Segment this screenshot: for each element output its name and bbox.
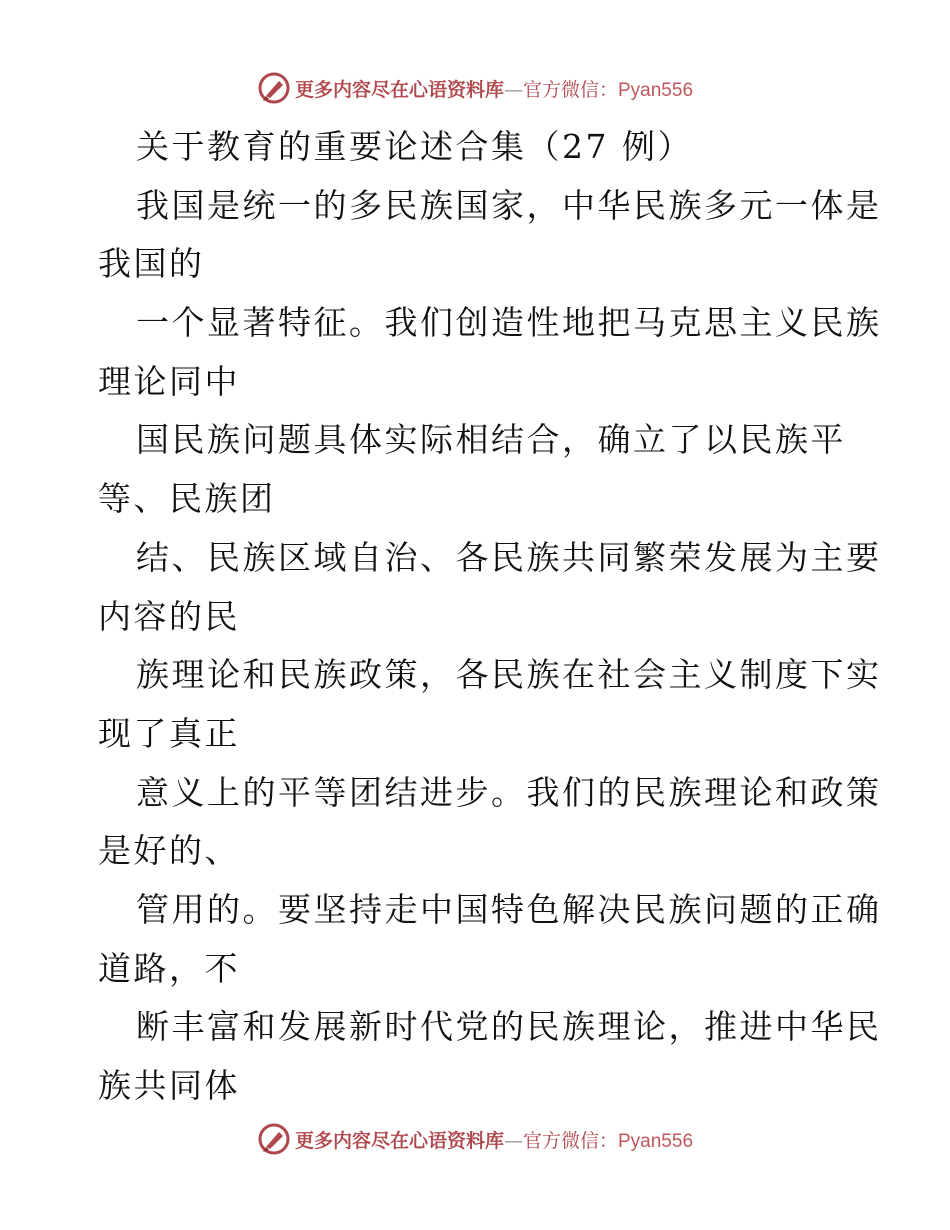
paragraph-line: 意义上的平等团结进步。我们的民族理论和政策 [136, 772, 882, 812]
document-title: 关于教育的重要论述合集（27 例） [136, 127, 693, 166]
paragraph-line: 我国是统一的多民族国家，中华民族多元一体是 [136, 185, 882, 225]
paragraph-line: 内容的民 [98, 596, 240, 636]
paragraph-line: 结、民族区域自治、各民族共同繁荣发展为主要 [136, 537, 882, 577]
paragraph-line: 现了真正 [98, 713, 240, 753]
paragraph-line: 道路，不 [98, 948, 240, 988]
watermark-text: 更多内容尽在心语资料库—官方微信：Pyan556 [294, 1129, 694, 1152]
paragraph-line: 管用的。要坚持走中国特色解决民族问题的正确 [136, 889, 882, 929]
paragraph-line: 国民族问题具体实际相结合，确立了以民族平 [136, 420, 846, 460]
document-body [98, 118, 882, 1116]
footer-watermark [0, 1119, 950, 1159]
paragraph-line: 理论同中 [98, 361, 240, 401]
paragraph-line: 我国的 [98, 244, 205, 284]
pen-nib-logo-icon [257, 71, 291, 105]
watermark-text: 更多内容尽在心语资料库—官方微信：Pyan556 [294, 78, 694, 101]
header-watermark [0, 68, 950, 108]
paragraph-line: 等、民族团 [98, 479, 276, 519]
paragraph-line: 是好的、 [98, 831, 240, 871]
paragraph-line: 族共同体 [98, 1066, 240, 1105]
paragraph-line: 族理论和民族政策，各民族在社会主义制度下实 [136, 655, 882, 695]
paragraph-line: 断丰富和发展新时代党的民族理论，推进中华民 [136, 1007, 882, 1047]
paragraph-line: 一个显著特征。我们创造性地把马克思主义民族 [136, 303, 882, 343]
pen-nib-logo-icon [257, 1122, 291, 1156]
